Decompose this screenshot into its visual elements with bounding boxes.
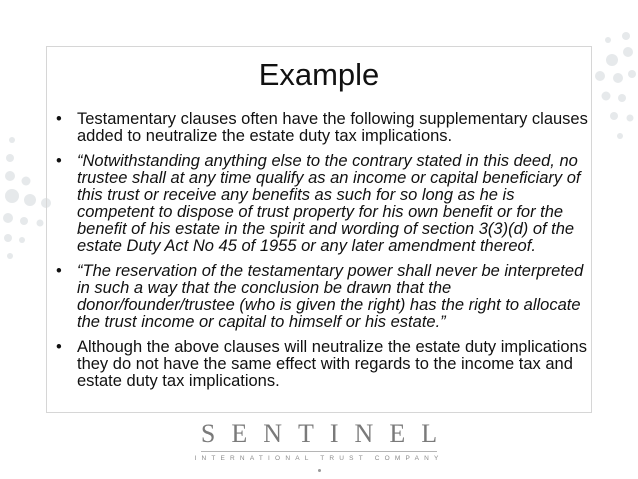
bullet-marker: • (56, 152, 62, 170)
bullet-item (52, 263, 592, 331)
bullet-text: Testamentary clauses often have the following supplementary clauses added to neutralize the estate duty tax implications. (77, 110, 588, 145)
left-dot-arc (3, 137, 51, 259)
bullet-list (52, 111, 592, 398)
slide-title: Example (258, 57, 380, 92)
bullet-marker: • (56, 338, 62, 356)
bullet-item (52, 111, 592, 145)
bullet-text-quote: “Notwithstanding anything else to the contrary stated in this deed, no trustee shall at any time qualify as an income or capital beneficiary of this trust or receive any benefits as such for so long as he is competent to dispose of trust property for his own benefit or for the benefit of his estate in the spirit and wording of section 3(3)(d) of the estate Duty Act No 45 of 1955 or any later amendment thereof. (77, 152, 581, 255)
company-logo (0, 420, 638, 472)
bullet-item (52, 153, 592, 255)
bullet-text: Although the above clauses will neutralize the estate duty implications they do not have the same effect with regards to the income tax and estate duty tax implications. (77, 338, 587, 390)
bullet-item (52, 339, 592, 390)
bullet-marker: • (56, 110, 62, 128)
bullet-marker: • (56, 262, 62, 280)
logo-dot-icon (318, 469, 321, 472)
logo-wordmark: SENTINEL (200, 419, 454, 448)
logo-tagline: INTERNATIONAL TRUST COMPANY (194, 455, 444, 462)
bullet-text-quote: “The reservation of the testamentary power shall never be interpreted in such a way that the conclusion be drawn that the donor/founder/trustee (who is given the right) has the right to allocate the trust income or capital to himself or his estate.” (77, 262, 584, 331)
logo-divider (201, 451, 437, 452)
